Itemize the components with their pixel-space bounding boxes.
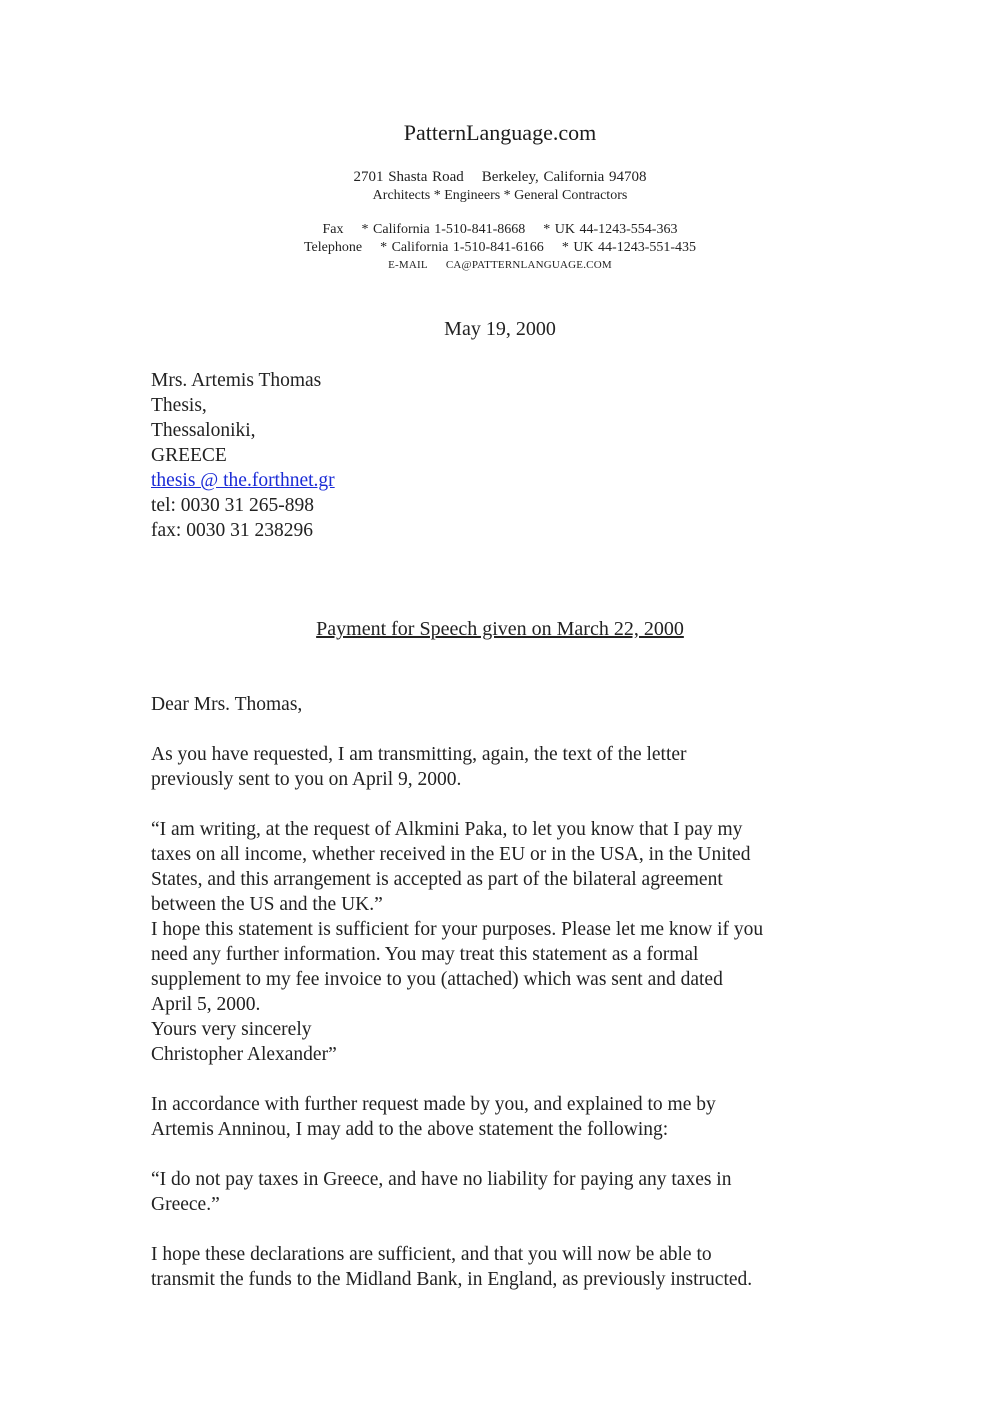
salutation: Dear Mrs. Thomas,: [151, 694, 303, 715]
address-street: 2701 Shasta Road: [353, 169, 464, 185]
telephone-label: Telephone: [303, 240, 363, 255]
email-line: [0, 259, 1000, 271]
body-line: previously sent to you on April 9, 2000.: [151, 769, 462, 790]
fax-california: * California 1-510-841-8668: [361, 222, 526, 237]
letter-date: May 19, 2000: [444, 318, 556, 340]
paragraph-further-request: [151, 1092, 871, 1142]
company-trades: Architects * Engineers * General Contractors: [372, 188, 628, 203]
recipient-org: Thesis,: [151, 395, 207, 416]
fax-line: [0, 222, 1000, 238]
fax-label: Fax: [322, 222, 344, 237]
body-line: April 5, 2000.: [151, 994, 261, 1015]
address-city: Berkeley, California 94708: [481, 169, 647, 185]
body-line: In accordance with further request made by you, and explained to me by: [151, 1094, 716, 1115]
body-line: Yours very sincerely: [151, 1019, 312, 1040]
recipient-name: Mrs. Artemis Thomas: [151, 370, 322, 391]
company-name: PatternLanguage.com: [403, 120, 597, 145]
recipient-city: Thessaloniki,: [151, 420, 256, 441]
paragraph-quoted-letter: [151, 817, 871, 1067]
recipient-email-link[interactable]: thesis @ the.forthnet.gr: [151, 470, 335, 491]
recipient-block: [151, 368, 335, 543]
paragraph-closing: [151, 1242, 871, 1292]
body-line: transmit the funds to the Midland Bank, in England, as previously instructed.: [151, 1269, 753, 1290]
paragraph-request: [151, 742, 871, 792]
body-line: supplement to my fee invoice to you (attached) which was sent and dated: [151, 969, 723, 990]
recipient-tel: tel: 0030 31 265-898: [151, 495, 315, 516]
email-value[interactable]: CA@PATTERNLANGUAGE.COM: [445, 259, 612, 271]
company-address: [0, 169, 1000, 186]
body-line: between the US and the UK.”: [151, 894, 383, 915]
body-line: need any further information. You may treat this statement as a formal: [151, 944, 699, 965]
recipient-fax: fax: 0030 31 238296: [151, 520, 313, 541]
fax-uk: * UK 44-1243-554-363: [543, 222, 678, 237]
recipient-country: GREECE: [151, 445, 227, 466]
telephone-uk: * UK 44-1243-551-435: [561, 240, 697, 255]
telephone-california: * California 1-510-841-6166: [380, 240, 544, 255]
body-line: Greece.”: [151, 1194, 220, 1215]
email-label: E-MAIL: [388, 259, 428, 271]
letter-subject: Payment for Speech given on March 22, 2000: [316, 618, 684, 640]
paragraph-greece-statement: [151, 1167, 871, 1217]
body-line: States, and this arrangement is accepted as part of the bilateral agreement: [151, 869, 723, 890]
body-line: I hope this statement is sufficient for your purposes. Please let me know if you: [151, 919, 764, 940]
body-line: As you have requested, I am transmitting, again, the text of the letter: [151, 744, 687, 765]
body-line: taxes on all income, whether received in the EU or in the USA, in the United: [151, 844, 751, 865]
telephone-line: [0, 240, 1000, 256]
body-line: Christopher Alexander”: [151, 1044, 337, 1065]
letter-body: [151, 692, 871, 1292]
body-line: Artemis Anninou, I may add to the above statement the following:: [151, 1119, 669, 1140]
body-line: I hope these declarations are sufficient, and that you will now be able to: [151, 1244, 712, 1265]
body-line: “I am writing, at the request of Alkmini Paka, to let you know that I pay my: [151, 819, 743, 840]
body-line: “I do not pay taxes in Greece, and have no liability for paying any taxes in: [151, 1169, 732, 1190]
